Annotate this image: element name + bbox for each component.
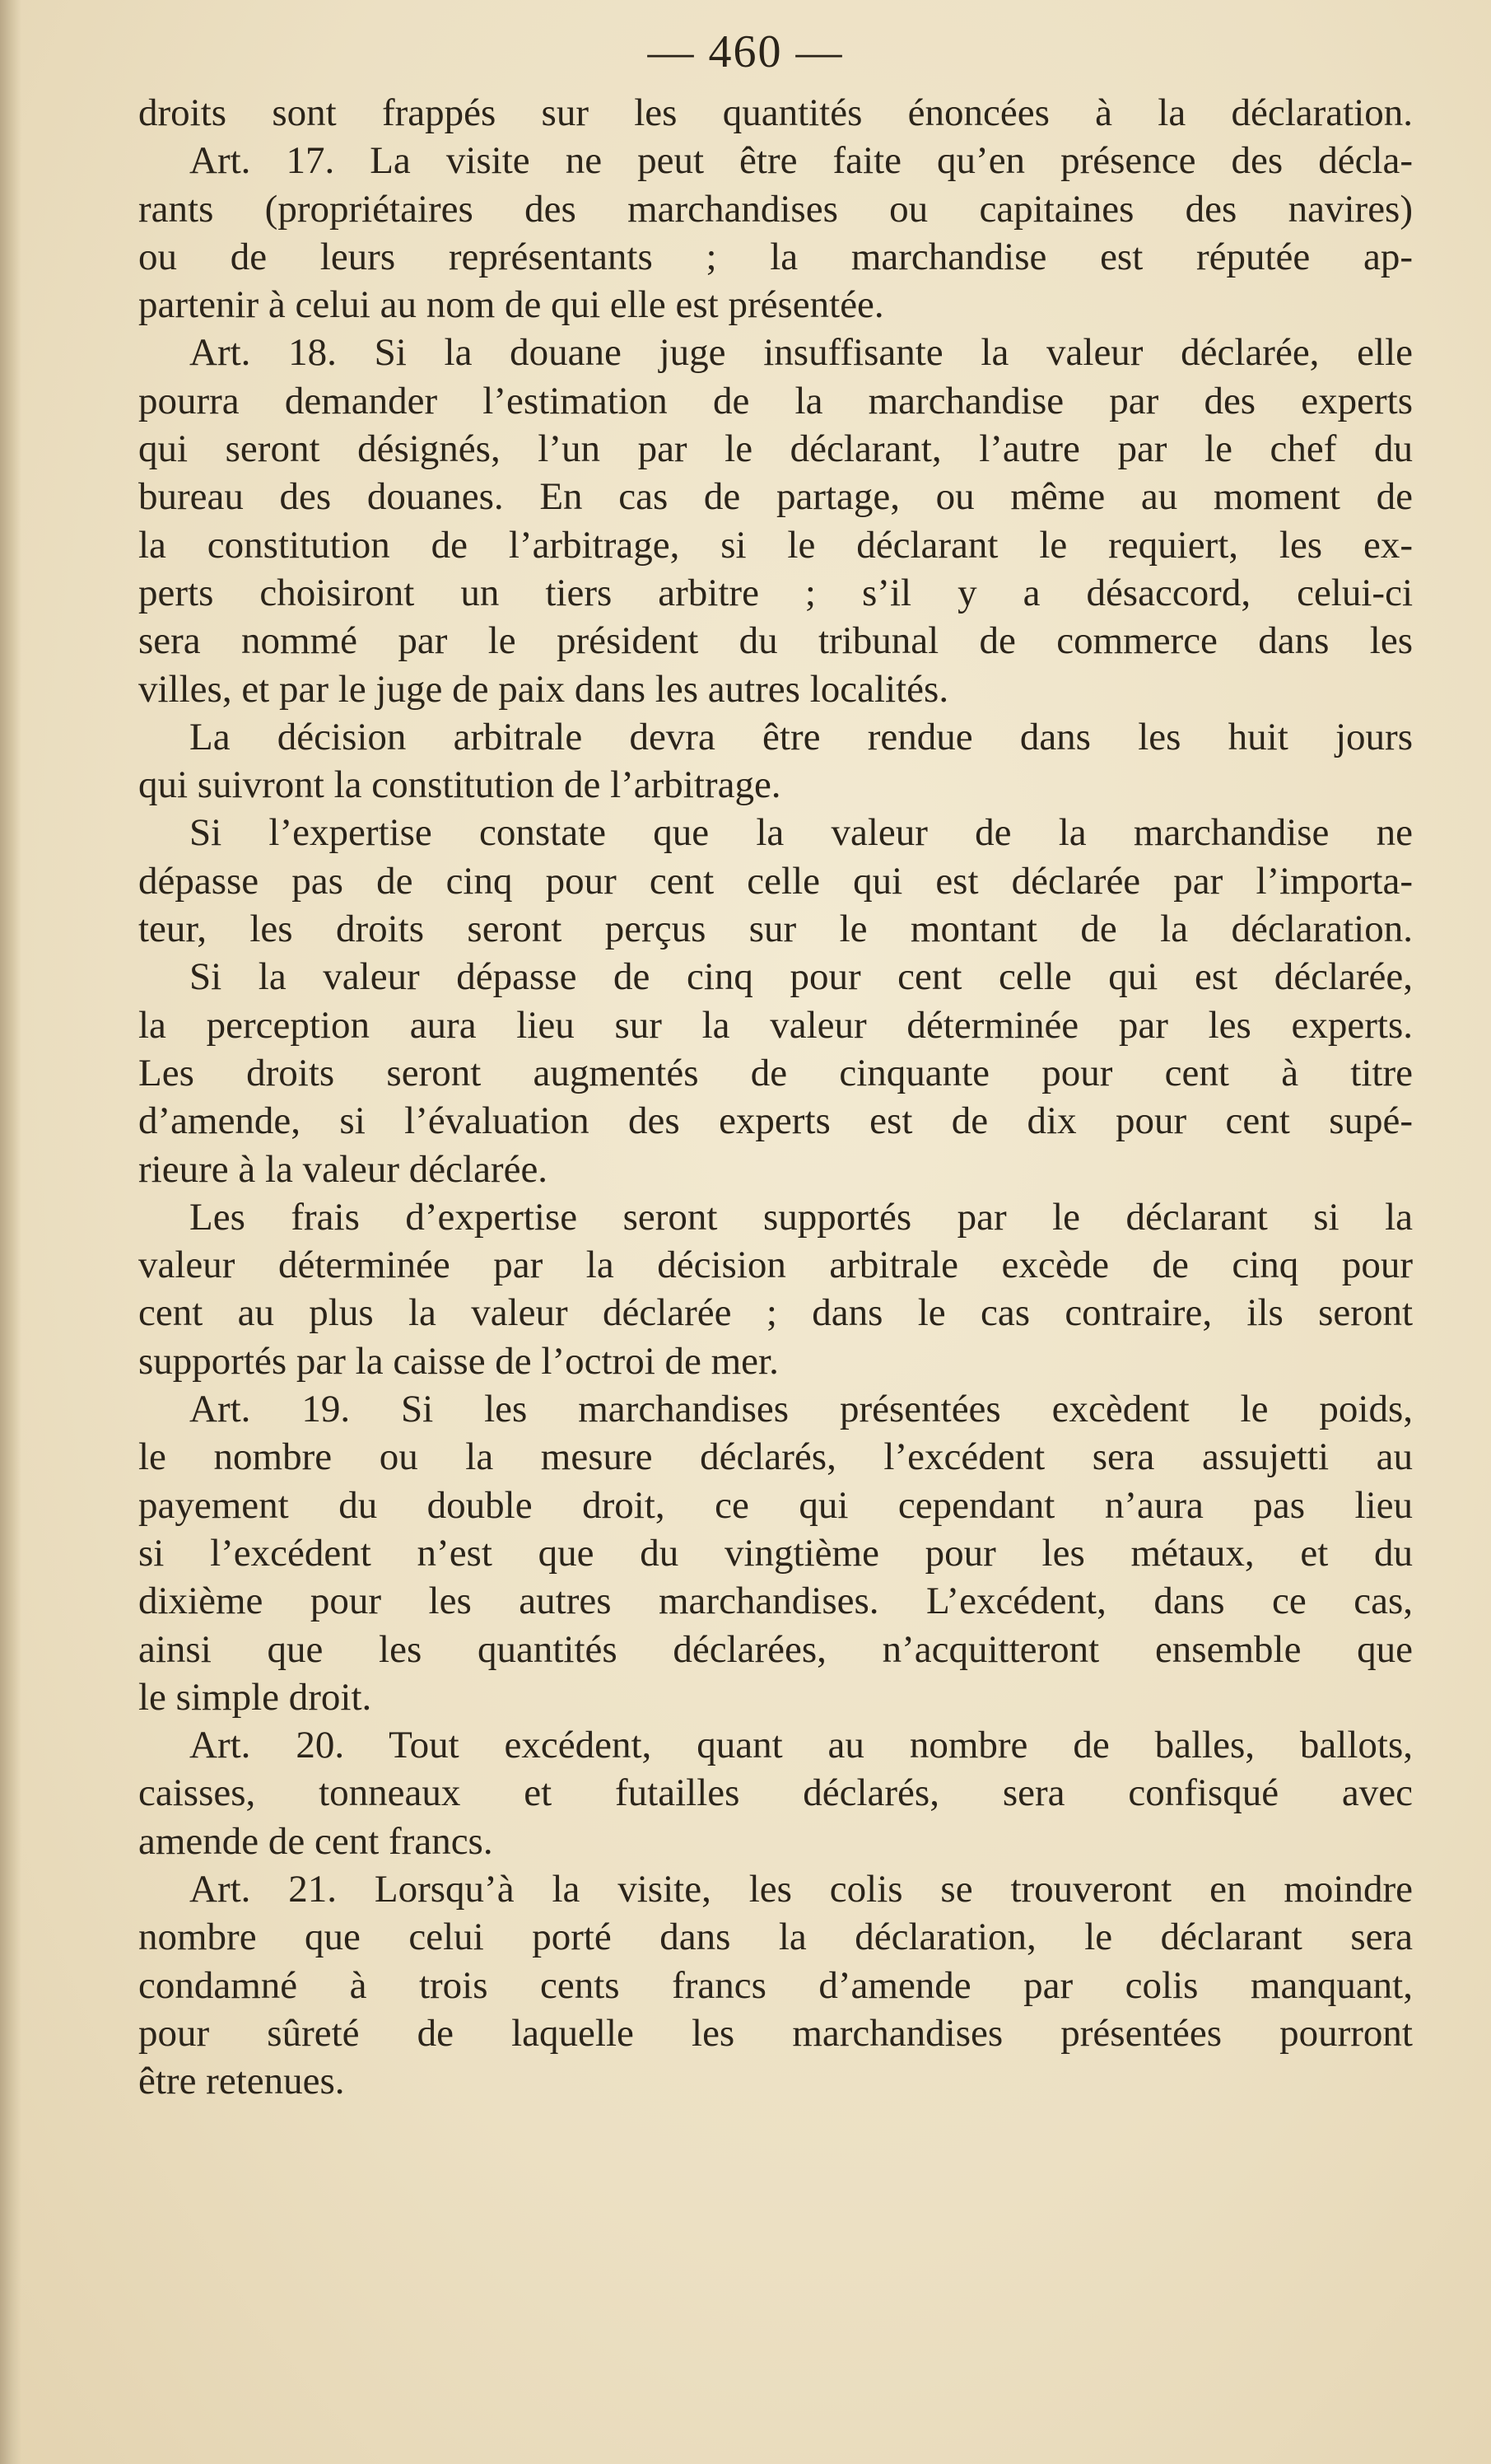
page-gutter-shadow <box>0 0 21 2464</box>
text-line: qui suivront la constitution de l’arbitrage. <box>138 763 781 807</box>
text-line: Art. 17. La visite ne peut être faite qu’en présence des décla- <box>189 139 1413 183</box>
text-line: amende de cent francs. <box>138 1819 493 1863</box>
text-line: Art. 20. Tout excédent, quant au nombre de balles, ballots, <box>189 1724 1413 1767</box>
text-line: cent au plus la valeur déclarée ; dans le cas contraire, ils seront <box>138 1291 1413 1335</box>
body-text <box>138 89 1413 2105</box>
text-line: Si l’expertise constate que la valeur de la marchandise ne <box>189 811 1413 855</box>
text-line: condamné à trois cents francs d’amende par colis manquant, <box>138 1963 1413 2007</box>
text-line: sera nommé par le président du tribunal de commerce dans les <box>138 619 1413 663</box>
text-line: la perception aura lieu sur la valeur déterminée par les experts. <box>138 1003 1413 1047</box>
text-line: dixième pour les autres marchandises. L’excédent, dans ce cas, <box>138 1580 1413 1623</box>
text-line: La décision arbitrale devra être rendue dans les huit jours <box>189 715 1413 758</box>
text-line: rants (propriétaires des marchandises ou capitaines des navires) <box>138 187 1413 231</box>
text-line: valeur déterminée par la décision arbitrale excède de cinq pour <box>138 1244 1413 1287</box>
text-line: dépasse pas de cinq pour cent celle qui est déclarée par l’importa- <box>138 859 1413 903</box>
text-line: la constitution de l’arbitrage, si le déclarant le requiert, les ex- <box>138 523 1413 567</box>
text-line: ou de leurs représentants ; la marchandise est réputée ap- <box>138 235 1413 278</box>
text-line: rieure à la valeur déclarée. <box>138 1147 548 1191</box>
text-line: bureau des douanes. En cas de partage, ou même au moment de <box>138 475 1413 519</box>
text-line: d’amende, si l’évaluation des experts est de dix pour cent supé- <box>138 1099 1413 1143</box>
text-line: perts choisiront un tiers arbitre ; s’il y a désaccord, celui-ci <box>138 571 1413 614</box>
text-line: teur, les droits seront perçus sur le montant de la déclaration. <box>138 908 1413 951</box>
text-line: Les frais d’expertise seront supportés par le déclarant si la <box>189 1195 1413 1239</box>
text-line: le simple droit. <box>138 1675 372 1719</box>
text-line: payement du double droit, ce qui cependant n’aura pas lieu <box>138 1483 1413 1527</box>
text-line: villes, et par le juge de paix dans les autres localités. <box>138 667 949 711</box>
page-number: — 460 — <box>647 26 844 77</box>
text-line: Si la valeur dépasse de cinq pour cent celle qui est déclarée, <box>189 955 1413 999</box>
text-line: pour sûreté de laquelle les marchandises présentées pourront <box>138 2011 1413 2055</box>
text-line: caisses, tonneaux et futailles déclarés, sera confisqué avec <box>138 1771 1413 1815</box>
text-line: supportés par la caisse de l’octroi de mer. <box>138 1339 779 1383</box>
text-line: le nombre ou la mesure déclarés, l’excédent sera assujetti au <box>138 1435 1413 1479</box>
text-line: si l’excédent n’est que du vingtième pour les métaux, et du <box>138 1531 1413 1575</box>
text-line: ainsi que les quantités déclarées, n’acquitteront ensemble que <box>138 1627 1413 1671</box>
text-line: Les droits seront augmentés de cinquante pour cent à titre <box>138 1051 1413 1094</box>
text-line: être retenues. <box>138 2060 345 2103</box>
text-line: qui seront désignés, l’un par le déclarant, l’autre par le chef du <box>138 427 1413 471</box>
text-line: Art. 21. Lorsqu’à la visite, les colis se trouveront en moindre <box>189 1867 1413 1911</box>
text-line: droits sont frappés sur les quantités énoncées à la déclaration. <box>138 91 1413 134</box>
text-line: nombre que celui porté dans la déclaration, le déclarant sera <box>138 1916 1413 1959</box>
text-line: pourra demander l’estimation de la marchandise par des experts <box>138 379 1413 422</box>
text-line: Art. 19. Si les marchandises présentées excèdent le poids, <box>189 1388 1413 1431</box>
text-line: partenir à celui au nom de qui elle est présentée. <box>138 283 884 327</box>
text-line: Art. 18. Si la douane juge insuffisante la valeur déclarée, elle <box>189 331 1413 375</box>
